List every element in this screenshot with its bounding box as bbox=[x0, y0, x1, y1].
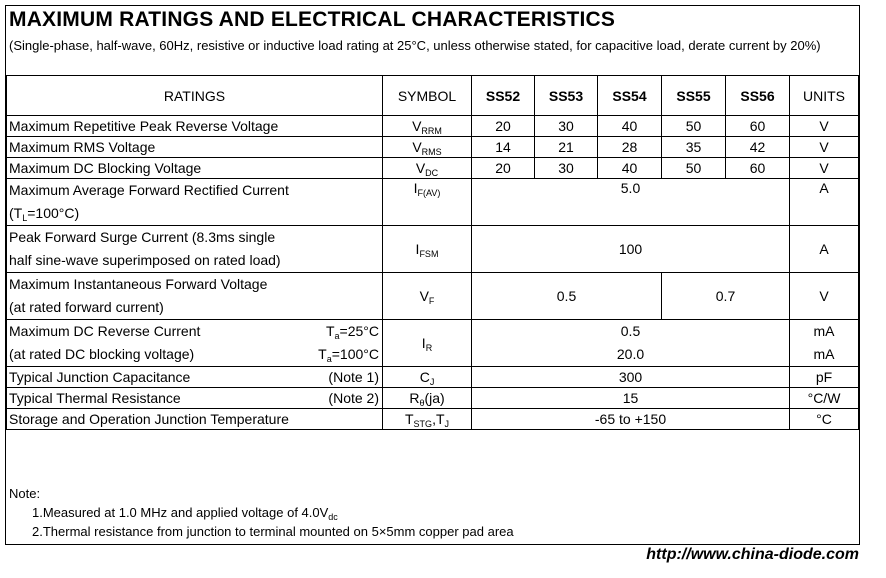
table-row bbox=[7, 226, 859, 273]
table-header-row bbox=[7, 76, 859, 116]
value-cell: 50 bbox=[662, 116, 726, 137]
value-cell: -65 to +150 bbox=[472, 409, 790, 430]
value-cell: 30 bbox=[535, 158, 598, 179]
value-cell: 5.0 bbox=[472, 179, 790, 226]
header-part: SS53 bbox=[535, 76, 598, 116]
header-units: UNITS bbox=[790, 76, 859, 116]
value-cell: 35 bbox=[662, 137, 726, 158]
value-cell: 300 bbox=[472, 367, 790, 388]
value-cell: 21 bbox=[535, 137, 598, 158]
unit-cell: °C bbox=[790, 409, 859, 430]
unit-cell: V bbox=[790, 158, 859, 179]
symbol-cell: $I_{F(AV)}$ bbox=[383, 179, 472, 226]
table-row bbox=[7, 409, 859, 430]
value-cell: 20 bbox=[472, 158, 535, 179]
table-row bbox=[7, 367, 859, 388]
symbol-cell: $V_{RRM}$ bbox=[383, 116, 472, 137]
header-part: SS55 bbox=[662, 76, 726, 116]
website-url: http://www.china-diode.com bbox=[646, 546, 859, 563]
page-title: MAXIMUM RATINGS AND ELECTRICAL CHARACTERISTICS bbox=[9, 8, 616, 31]
symbol-cell: $V_F$ bbox=[383, 273, 472, 320]
param-name: Storage and Operation Junction Temperature bbox=[7, 409, 383, 430]
table-row bbox=[7, 137, 859, 158]
unit-cell: pF bbox=[790, 367, 859, 388]
table-row bbox=[7, 116, 859, 137]
value-cell: 20 bbox=[472, 116, 535, 137]
value-cell: 28 bbox=[598, 137, 662, 158]
value-cell: 0.5 20.0 bbox=[472, 320, 790, 367]
value-cell: 50 bbox=[662, 158, 726, 179]
value-cell: 0.5 bbox=[472, 273, 662, 320]
param-name: Typical Thermal Resistance (Note 2) bbox=[7, 388, 383, 409]
header-part: SS56 bbox=[726, 76, 790, 116]
param-name: Maximum DC Blocking Voltage bbox=[7, 158, 383, 179]
value-cell: 100 bbox=[472, 226, 790, 273]
symbol-cell: $V_{RMS}$ bbox=[383, 137, 472, 158]
value-cell: 0.7 bbox=[662, 273, 790, 320]
unit-cell: mA mA bbox=[790, 320, 859, 367]
notes-section bbox=[9, 484, 514, 541]
value-cell: 60 bbox=[726, 116, 790, 137]
characteristics-sheet bbox=[5, 5, 860, 545]
param-name: Typical Junction Capacitance (Note 1) bbox=[7, 367, 383, 388]
symbol-cell: $V_{DC}$ bbox=[383, 158, 472, 179]
header-ratings: RATINGS bbox=[7, 76, 383, 116]
param-name: Maximum DC Reverse Current $T_a=25^\circ C$ (at rated DC blocking voltage) $T_a=100^\circ C$ bbox=[7, 320, 383, 367]
table-row bbox=[7, 158, 859, 179]
table-row bbox=[7, 388, 859, 409]
ratings-table bbox=[6, 75, 859, 430]
symbol-cell: $C_J$ bbox=[383, 367, 472, 388]
subtitle: (Single-phase, half-wave, 60Hz, resistive or inductive load rating at 25°C, unless otherwise stated, for capacitive load, derate current by 20%) bbox=[9, 38, 821, 53]
param-name: Maximum Repetitive Peak Reverse Voltage bbox=[7, 116, 383, 137]
symbol-cell: $R_\theta(ja)$ bbox=[383, 388, 472, 409]
table-row bbox=[7, 179, 859, 226]
unit-cell: °C/W bbox=[790, 388, 859, 409]
value-cell: 40 bbox=[598, 116, 662, 137]
header-part: SS54 bbox=[598, 76, 662, 116]
param-name: Maximum RMS Voltage bbox=[7, 137, 383, 158]
param-name: Maximum Instantaneous Forward Voltage (at rated forward current) bbox=[7, 273, 383, 320]
symbol-cell: $I_R$ bbox=[383, 320, 472, 367]
unit-cell: V bbox=[790, 273, 859, 320]
unit-cell: A bbox=[790, 226, 859, 273]
header-symbol: SYMBOL bbox=[383, 76, 472, 116]
value-cell: 14 bbox=[472, 137, 535, 158]
value-cell: 40 bbox=[598, 158, 662, 179]
value-cell: 30 bbox=[535, 116, 598, 137]
table-row bbox=[7, 273, 859, 320]
symbol-cell: $T_{STG},T_J$ bbox=[383, 409, 472, 430]
table-row bbox=[7, 320, 859, 367]
notes-label: Note: bbox=[9, 486, 41, 501]
value-cell: 60 bbox=[726, 158, 790, 179]
note-2: 2.Thermal resistance from junction to terminal mounted on 5×5mm copper pad area bbox=[32, 524, 514, 539]
param-name: Maximum Average Forward Rectified Current $(T_L=100^\circ C)$ bbox=[7, 179, 383, 226]
unit-cell: V bbox=[790, 137, 859, 158]
value-cell: 42 bbox=[726, 137, 790, 158]
param-name: Peak Forward Surge Current (8.3ms single half sine-wave superimposed on rated load) bbox=[7, 226, 383, 273]
symbol-cell: $I_{FSM}$ bbox=[383, 226, 472, 273]
note-1: 1.Measured at 1.0 MHz and applied voltage of $4.0V_{dc}$ bbox=[32, 505, 338, 522]
unit-cell: V bbox=[790, 116, 859, 137]
unit-cell: A bbox=[790, 179, 859, 226]
header-part: SS52 bbox=[472, 76, 535, 116]
value-cell: 15 bbox=[472, 388, 790, 409]
